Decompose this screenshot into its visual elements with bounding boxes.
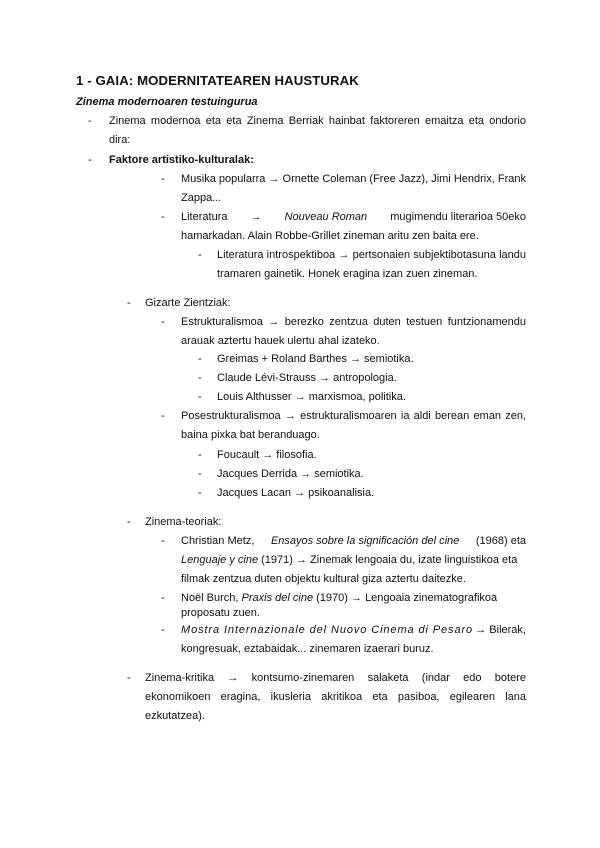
bullet-dash: - [161,316,165,328]
bullet-dash: - [161,624,165,636]
factors-heading: Faktore artistiko-kulturalak: [109,154,254,166]
introspective-literature-item: Literatura introspektiboa → pertsonaien subjektibotasuna landu tramaren gainetik. Honek eragina izan zuen zineman. [217,249,526,280]
bullet-dash: - [198,249,202,261]
mostra-arrow-text: → Bilerak, [475,624,526,636]
intro-paragraph: Zinema modernoa eta eta Zinema Berriak hainbat faktoreren emaitza eta ondorio dira: [109,115,526,146]
bullet-dash: - [198,487,202,499]
music-item: Musika popularra → Ornette Coleman (Free Jazz), Jimi Hendrix, Frank Zappa... [181,173,526,204]
nouveau-roman-title: Nouveau Roman [284,211,368,223]
bullet-dash: - [198,391,202,403]
metz-line-2 [181,551,517,570]
bullet-dash: - [198,353,202,365]
mostra-line-2: kongresuak, eztabaidak... zinemaren izaerari buruz. [181,643,434,655]
literature-line [181,208,526,227]
metz-year-1: (1968) eta [475,535,526,547]
film-criticism-item: Zinema-kritika → kontsumo-zinemaren salaketa (indar edo botere ekonomikoen eragina, ikusleria akritikoa eta pasiboa, egilearen lana ezkutatzea). [145,672,526,722]
bullet-dash: - [127,672,131,684]
literature-continuation: hamarkadan. Alain Robbe-Grillet zineman aritu zen baita ere. [181,230,479,242]
bullet-dash: - [161,173,165,185]
section-subtitle: Zinema modernoaren testuingurua [76,96,258,108]
page-title: 1 - GAIA: MODERNITATEAREN HAUSTURAK [76,73,359,88]
burch-year: (1970) → Lengoaia zinematografikoa [316,592,498,604]
social-sciences-heading: Gizarte Zientziak: [145,297,231,309]
lacan-item: Jacques Lacan → psikoanalisia. [217,487,375,499]
metz-line-3: filmak zentzua duten objektu kultural giza aztertu daitezke. [181,573,466,585]
bullet-dash: - [198,449,202,461]
althusser-item: Louis Althusser → marxismoa, politika. [217,391,406,403]
mostra-name: Mostra Internazionale del Nuovo Cinema di Pesaro [181,624,474,636]
literature-label: Literatura [181,211,228,223]
poststructuralism-item: Posestrukturalismoa → estrukturalismoaren ia aldi berean eman zen, baina pixka bat beranduago. [181,410,526,441]
literature-movement-text: mugimendu literarioa 50eko [390,211,526,223]
bullet-dash: - [88,115,92,127]
bullet-dash: - [161,592,165,604]
burch-author: Noël Burch, [181,592,239,604]
bullet-dash: - [127,297,131,309]
burch-line-2: proposatu zuen. [181,607,260,619]
metz-line-1 [181,532,526,551]
burch-book: Praxis del cine [241,592,314,604]
derrida-item: Jacques Derrida → semiotika. [217,468,364,480]
bullet-dash: - [161,410,165,422]
levi-strauss-item: Claude Lévi-Strauss → antropologia. [217,372,397,384]
bullet-dash: - [198,468,202,480]
foucault-item: Foucault → filosofia. [217,449,317,461]
arrow: → [250,211,262,223]
metz-author: Christian Metz, [181,535,255,547]
bullet-dash: - [127,516,131,528]
mostra-line-1 [181,621,526,640]
metz-year-2: (1971) → Zinemak lengoaia du, izate linguistikoa eta [261,554,518,566]
bullet-dash: - [161,535,165,547]
film-theories-heading: Zinema-teoriak: [145,516,222,528]
structuralism-item: Estrukturalismoa → berezko zentzua duten testuen funtzionamendu arauak aztertu hauek ulertu ahal izateko. [181,316,526,347]
metz-book-ensayos: Ensayos sobre la significación del cine [270,535,460,547]
bullet-dash: - [88,154,92,166]
bullet-dash: - [161,211,165,223]
bullet-dash: - [198,372,202,384]
metz-book-lenguaje: Lenguaje y cine [181,554,259,566]
greimas-item: Greimas + Roland Barthes → semiotika. [217,353,414,365]
